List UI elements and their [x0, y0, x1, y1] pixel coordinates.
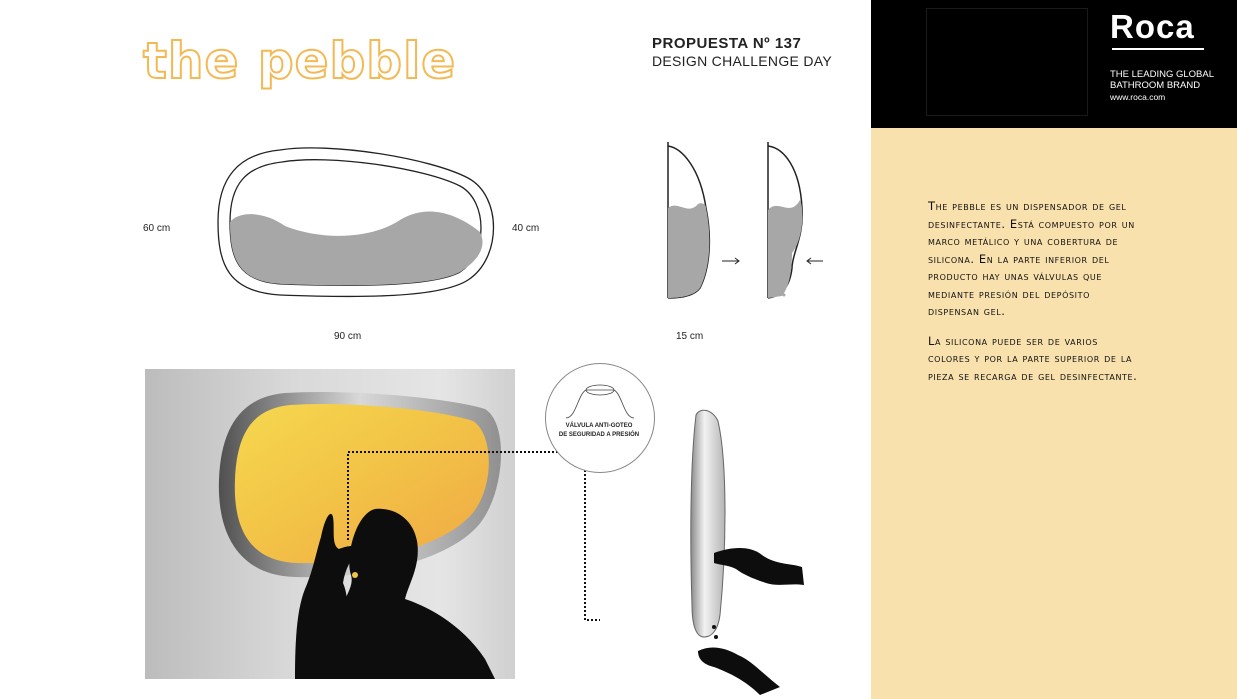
logo-underline	[1112, 48, 1204, 50]
description-paragraph-2: La silicona puede ser de varios colores y por la parte superior de la pieza se recarga de gel desinfectante.	[928, 333, 1138, 383]
redacted-box	[926, 8, 1088, 116]
description-paragraph-1: The pebble es un dispensador de gel desinfectante. Está compuesto por un marco metálico y una cobertura de silicona. En la parte inferior del producto hay unas válvulas que mediante presión del depósito dispensan gel.	[928, 199, 1135, 318]
valve-detail-circle	[545, 363, 655, 473]
callout-lines	[340, 440, 600, 640]
front-view-drawing	[210, 140, 500, 310]
dispenser-side-render	[690, 405, 810, 695]
valve-label-line2: DE SEGURIDAD A PRESIÓN	[558, 432, 640, 438]
upper-hand-silhouette	[714, 548, 804, 585]
project-title: the pebble	[143, 32, 457, 90]
arrow-left-icon	[807, 258, 823, 264]
gel-drop-1	[712, 625, 716, 629]
arrow-right-icon	[722, 258, 739, 264]
dimension-thickness: 15 cm	[676, 331, 704, 342]
dispenser-body	[691, 410, 725, 637]
brand-tagline-1: THE LEADING GLOBAL	[1110, 69, 1215, 80]
dimension-width: 90 cm	[334, 331, 362, 342]
side-view-resting	[668, 142, 709, 298]
proposal-subtitle: DESIGN CHALLENGE DAY	[652, 53, 833, 69]
valve-label-line1: VÁLVULA ANTI-GOTEO	[565, 423, 633, 429]
dimension-depth: 40 cm	[512, 223, 540, 234]
brand-tagline-2: BATHROOM BRAND	[1110, 80, 1201, 91]
dimension-height: 60 cm	[143, 223, 171, 234]
gel-drop-2	[714, 635, 718, 639]
side-view-drawings	[660, 138, 835, 308]
lower-hand-silhouette	[698, 648, 780, 695]
proposal-number: PROPUESTA Nº 137	[652, 35, 802, 52]
side-view-pressed	[768, 142, 802, 298]
roca-logo: Roca	[1110, 8, 1195, 45]
product-description	[928, 198, 1143, 397]
brand-url: www.roca.com	[1110, 92, 1166, 102]
